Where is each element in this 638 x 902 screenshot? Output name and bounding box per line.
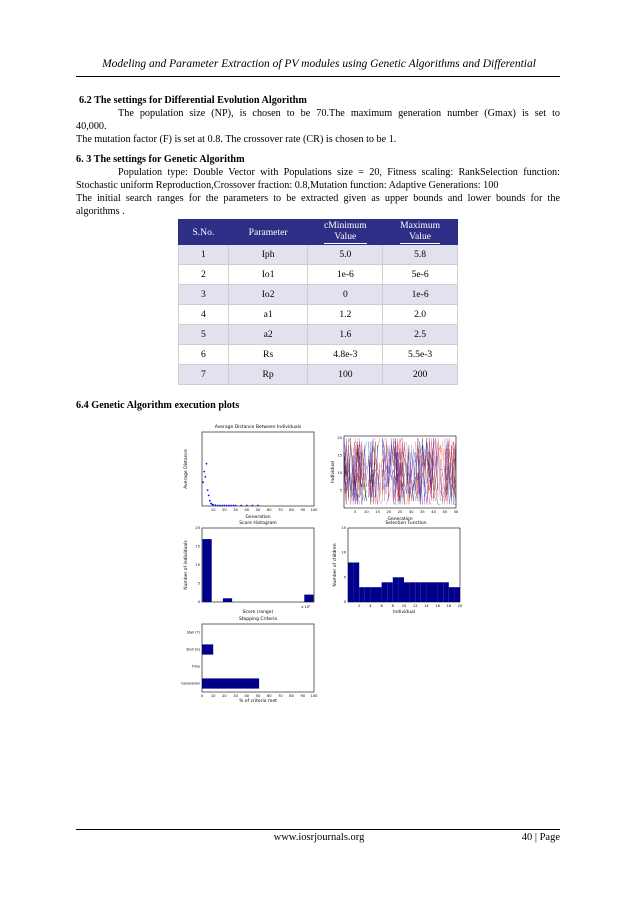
plot-title: Stopping Criteria bbox=[238, 617, 278, 622]
y-tick-label: 15 bbox=[195, 544, 200, 549]
table-row bbox=[179, 245, 458, 265]
data-point bbox=[207, 489, 209, 491]
selection-bar bbox=[438, 582, 444, 602]
x-tick-label: 40 bbox=[244, 508, 250, 512]
x-ticks bbox=[211, 508, 318, 512]
table-cell: 5 bbox=[179, 325, 229, 345]
plot-average-distance bbox=[178, 420, 318, 520]
selection-bar bbox=[443, 582, 449, 602]
footer-rule bbox=[76, 829, 560, 830]
x-tick-label: 25 bbox=[397, 510, 403, 514]
selection-bar bbox=[426, 582, 432, 602]
data-point bbox=[240, 505, 242, 507]
table-cell: Io2 bbox=[228, 285, 308, 305]
criteria-bar bbox=[202, 678, 259, 688]
y-axis-label: Average Distance bbox=[184, 449, 189, 489]
x-tick-label: 30 bbox=[408, 510, 414, 514]
plot-axes bbox=[202, 432, 314, 506]
y-tick-label: 10 bbox=[337, 471, 342, 476]
x-tick-label: 90 bbox=[300, 508, 306, 512]
selection-bar bbox=[449, 587, 455, 602]
data-point bbox=[208, 495, 210, 497]
table-row bbox=[179, 305, 458, 325]
table-cell: Rs bbox=[228, 345, 308, 365]
y-axis-label: Individual bbox=[331, 461, 336, 483]
table-cell: 3 bbox=[179, 285, 229, 305]
x-tick-label: 80 bbox=[289, 508, 294, 512]
x-axis-label: Score (range) bbox=[242, 610, 274, 614]
selection-bar bbox=[393, 577, 399, 602]
table-cell: 2 bbox=[179, 265, 229, 285]
data-point bbox=[235, 505, 237, 507]
x-tick-label: 18 bbox=[446, 604, 452, 608]
x-tick-label: 10 bbox=[364, 510, 369, 514]
selection-bar bbox=[398, 577, 404, 602]
table-header-sno: S.No. bbox=[179, 220, 229, 245]
table-row bbox=[179, 325, 458, 345]
x-tick-label: 70 bbox=[278, 694, 283, 698]
plot-stopping-criteria bbox=[178, 614, 318, 704]
selection-bar bbox=[454, 587, 460, 602]
x-axis-label: Generation bbox=[245, 515, 271, 520]
table-cell: 4.8e-3 bbox=[308, 345, 383, 365]
x-tick-label: 6 bbox=[380, 604, 383, 608]
table-cell: 5.5e-3 bbox=[383, 345, 458, 365]
table-cell: 1.6 bbox=[308, 325, 383, 345]
x-tick-label: 45 bbox=[442, 510, 448, 514]
criteria-bar bbox=[202, 644, 213, 654]
x-tick-label: 20 bbox=[222, 508, 227, 512]
table-cell: 0 bbox=[308, 285, 383, 305]
section-6-3-line-4: algorithms . bbox=[76, 206, 125, 217]
table-cell: 1 bbox=[179, 245, 229, 265]
x-tick-label: 20 bbox=[457, 604, 463, 608]
table-cell: Io1 bbox=[228, 265, 308, 285]
selection-bar bbox=[404, 582, 410, 602]
y-tick-label: 10 bbox=[195, 563, 200, 567]
header-rule bbox=[76, 76, 560, 77]
page-number: 40 | Page bbox=[521, 832, 560, 843]
x-tick-label: 12 bbox=[412, 604, 418, 608]
section-6-2-line-2: 40,000. bbox=[76, 121, 107, 132]
x-tick-label: 40 bbox=[244, 694, 250, 698]
x-tick-label: 10 bbox=[401, 604, 407, 608]
data-point bbox=[205, 476, 207, 478]
y-tick-label: 20 bbox=[195, 526, 200, 530]
section-6-2-line-3: The mutation factor (F) is set at 0.8. The crossover rate (CR) is chosen to be 1. bbox=[76, 134, 397, 145]
table-header-row bbox=[179, 220, 458, 245]
x-tick-label: 90 bbox=[300, 694, 306, 698]
x-tick-label: 100 bbox=[310, 694, 318, 698]
selection-bar bbox=[432, 582, 438, 602]
section-6-2-heading: 6.2 The settings for Differential Evolution Algorithm bbox=[79, 95, 307, 106]
plot-genealogy bbox=[330, 432, 460, 522]
data-point bbox=[230, 505, 232, 507]
data-point bbox=[209, 500, 211, 502]
x-tick-label: 40 bbox=[431, 510, 436, 514]
table-cell: 5e-6 bbox=[383, 265, 458, 285]
x-tick-label: 10 bbox=[210, 694, 216, 698]
data-point bbox=[226, 505, 228, 507]
data-point bbox=[217, 505, 219, 507]
parameter-bounds-table bbox=[178, 219, 458, 385]
selection-bar bbox=[387, 582, 393, 602]
x-ticks bbox=[201, 694, 318, 698]
footer-url[interactable]: www.iosrjournals.org bbox=[273, 832, 365, 843]
x-tick-label: 16 bbox=[435, 604, 440, 608]
data-point bbox=[233, 505, 235, 507]
y-tick-label: 5 bbox=[339, 488, 342, 493]
x-tick-label: 20 bbox=[386, 510, 392, 514]
data-point bbox=[202, 481, 204, 483]
x-tick-label: 60 bbox=[266, 694, 272, 698]
table-header-parameter: Parameter bbox=[228, 220, 308, 245]
section-6-3-heading: 6. 3 The settings for Genetic Algorithm bbox=[76, 154, 245, 165]
table-cell: 1e-6 bbox=[308, 265, 383, 285]
x-tick-label: 2 bbox=[358, 604, 361, 608]
selection-bar bbox=[421, 582, 427, 602]
section-6-3-line-2: Stochastic uniform Reproduction,Crossover fraction: 0.8,Mutation function: Adaptive Generations: 100 bbox=[76, 180, 499, 191]
category-label: Stall (G) bbox=[186, 647, 200, 652]
x-tick-label: 10 bbox=[210, 508, 216, 512]
x-tick-label: 15 bbox=[375, 510, 380, 514]
selection-bar bbox=[359, 587, 365, 602]
table-cell: 4 bbox=[179, 305, 229, 325]
selection-bar bbox=[354, 563, 360, 603]
x-tick-label: 35 bbox=[420, 510, 425, 514]
data-point bbox=[206, 463, 208, 465]
y-tick-label: 15 bbox=[337, 453, 342, 458]
section-6-3-line-1: Population type: Double Vector with Populations size = 20, Fitness scaling: RankSelection function: bbox=[118, 167, 560, 178]
x-tick-label: 14 bbox=[424, 604, 429, 608]
table-cell: Rp bbox=[228, 365, 308, 385]
category-label: Stall (T) bbox=[186, 630, 200, 635]
selection-bar bbox=[365, 587, 371, 602]
x-tick-label: 0 bbox=[200, 694, 204, 698]
table-cell: a2 bbox=[228, 325, 308, 345]
table-row bbox=[179, 365, 458, 385]
plot-title: Selection Function bbox=[385, 521, 427, 526]
plot-title: Average Distance Between Individuals bbox=[214, 425, 302, 430]
table-cell: 200 bbox=[383, 365, 458, 385]
x-tick-label: 30 bbox=[233, 694, 238, 698]
table-cell: 2.0 bbox=[383, 305, 458, 325]
section-6-3-line-3: The initial search ranges for the parameters to be extracted given as upper bounds and lower bounds for the bbox=[76, 193, 560, 204]
table-cell: 1e-6 bbox=[383, 285, 458, 305]
selection-bar bbox=[370, 587, 376, 602]
table-row bbox=[179, 345, 458, 365]
data-point bbox=[224, 505, 226, 507]
x-tick-label: 5 bbox=[354, 510, 357, 514]
x-tick-label: 4 bbox=[369, 604, 372, 608]
y-tick-label: 20 bbox=[337, 436, 342, 441]
category-label: Time bbox=[191, 664, 200, 669]
section-6-4-heading: 6.4 Genetic Algorithm execution plots bbox=[76, 400, 240, 411]
data-point bbox=[212, 504, 214, 506]
data-point bbox=[228, 505, 230, 507]
histogram-bar bbox=[304, 595, 313, 602]
table-cell: 6 bbox=[179, 345, 229, 365]
y-axis-label: Number of children bbox=[333, 543, 338, 587]
selection-bar bbox=[415, 582, 421, 602]
x-tick-label: 50 bbox=[453, 510, 459, 514]
data-point bbox=[252, 505, 254, 507]
table-row bbox=[179, 285, 458, 305]
y-ticks bbox=[337, 436, 342, 492]
x-ticks bbox=[354, 510, 459, 514]
table-cell: 2.5 bbox=[383, 325, 458, 345]
y-tick-label: 10 bbox=[341, 550, 346, 555]
x-tick-label: 100 bbox=[310, 508, 318, 512]
selection-bar bbox=[376, 587, 382, 602]
y-tick-label: 5 bbox=[343, 575, 346, 580]
table-cell: 100 bbox=[308, 365, 383, 385]
x-tick-label: 80 bbox=[289, 694, 294, 698]
y-axis-label: Number of individuals bbox=[184, 540, 189, 590]
y-tick-label: 15 bbox=[341, 526, 346, 530]
running-header: Modeling and Parameter Extraction of PV modules using Genetic Algorithms and Differential bbox=[102, 58, 536, 70]
y-tick-label: 0 bbox=[343, 600, 346, 604]
plot-title: Score Histogram bbox=[239, 521, 277, 526]
selection-bar bbox=[348, 563, 354, 603]
table-cell: 5.8 bbox=[383, 245, 458, 265]
data-point bbox=[215, 504, 217, 506]
data-point bbox=[257, 505, 259, 507]
x-exponent: x 10¹ bbox=[301, 605, 311, 609]
x-tick-label: 70 bbox=[278, 508, 283, 512]
selection-bar bbox=[382, 582, 388, 602]
y-tick-label: 5 bbox=[197, 581, 200, 586]
x-axis-label: % of criteria met bbox=[239, 699, 277, 704]
x-tick-label: 30 bbox=[233, 508, 238, 512]
table-header-maximum: Maximum Value bbox=[383, 220, 458, 245]
table-cell: 5.0 bbox=[308, 245, 383, 265]
data-point bbox=[221, 505, 223, 507]
x-axis-label: Generation bbox=[387, 517, 413, 522]
x-tick-label: 50 bbox=[255, 508, 261, 512]
plot-axes bbox=[202, 528, 314, 602]
histogram-bar bbox=[203, 539, 212, 602]
x-axis-label: Individual bbox=[393, 610, 415, 614]
category-label: Generation bbox=[181, 681, 200, 686]
x-tick-label: 20 bbox=[222, 694, 227, 698]
y-ticks bbox=[195, 526, 200, 604]
data-point bbox=[219, 505, 221, 507]
data-point bbox=[246, 505, 248, 507]
histogram-bar bbox=[223, 598, 232, 602]
section-6-2-line-1: The population size (NP), is chosen to be 70.The maximum generation number (Gmax) is set to bbox=[118, 108, 560, 119]
category-labels bbox=[181, 631, 201, 686]
table-row bbox=[179, 265, 458, 285]
table-cell: Iph bbox=[228, 245, 308, 265]
y-tick-label: 0 bbox=[197, 600, 200, 604]
table-cell: a1 bbox=[228, 305, 308, 325]
table-header-minimum: cMinimum Value bbox=[308, 220, 383, 245]
x-tick-label: 60 bbox=[266, 508, 272, 512]
y-ticks bbox=[341, 526, 346, 604]
x-ticks bbox=[358, 604, 463, 608]
plot-selection-function bbox=[330, 518, 465, 614]
x-tick-label: 50 bbox=[255, 694, 261, 698]
data-point bbox=[203, 471, 205, 473]
table-cell: 1.2 bbox=[308, 305, 383, 325]
selection-bar bbox=[410, 582, 416, 602]
x-tick-label: 8 bbox=[391, 604, 394, 608]
plot-score-histogram bbox=[178, 518, 318, 614]
table-cell: 7 bbox=[179, 365, 229, 385]
